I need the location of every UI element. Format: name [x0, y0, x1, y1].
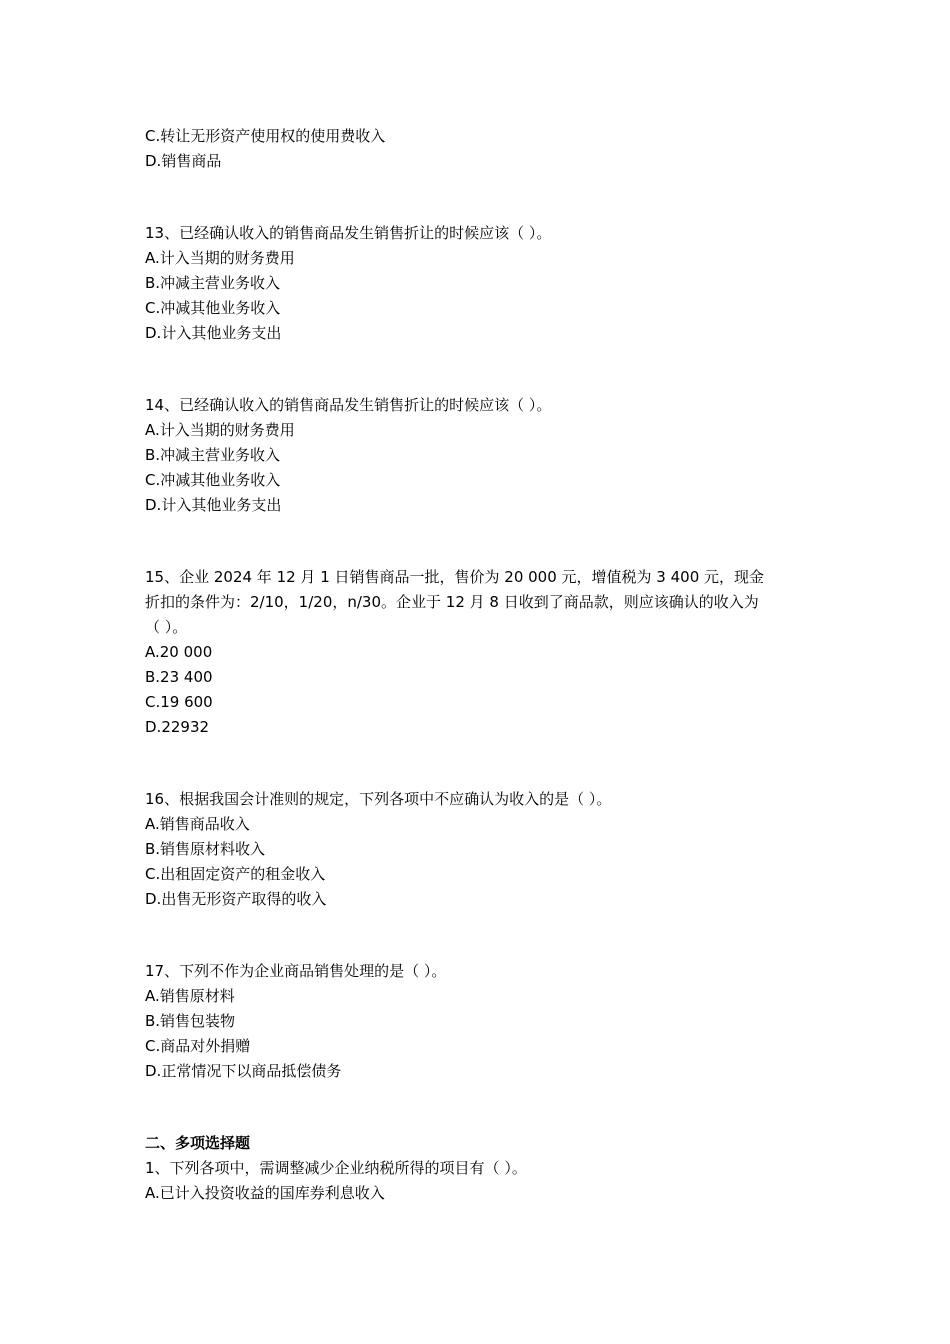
question-stem: 13、已经确认收入的销售商品发生销售折让的时候应该（ ）。 — [145, 224, 552, 242]
option-c: C.冲减其他业务收入 — [145, 299, 281, 317]
option-d: D.出售无形资产取得的收入 — [145, 890, 327, 908]
option-b: B.23 400 — [145, 668, 213, 686]
option-a: A.20 000 — [145, 643, 213, 661]
option-b: B.销售原材料收入 — [145, 840, 266, 858]
question-stem-line: （ ）。 — [145, 618, 188, 636]
section-title: 二、多项选择题 — [145, 1134, 251, 1152]
option-c: C.19 600 — [145, 693, 213, 711]
question-17 — [145, 959, 810, 1084]
option-a: A.销售商品收入 — [145, 815, 250, 833]
option-b: B.销售包装物 — [145, 1012, 236, 1030]
option-a: A.已计入投资收益的国库券利息收入 — [145, 1184, 385, 1202]
question-stem: 1、下列各项中，需调整减少企业纳税所得的项目有（ ）。 — [145, 1159, 527, 1177]
question-stem: 14、已经确认收入的销售商品发生销售折让的时候应该（ ）。 — [145, 396, 552, 414]
question-13 — [145, 221, 810, 346]
question-stem-line: 15、企业 2024 年 12 月 1 日销售商品一批，售价为 20 000 元，增值税为 3 400 元，现金 — [145, 568, 765, 586]
option-d: D.计入其他业务支出 — [145, 496, 282, 514]
option-d: D.销售商品 — [145, 152, 222, 170]
option-d: D.正常情况下以商品抵偿债务 — [145, 1062, 342, 1080]
section-multiple-choice — [145, 1131, 810, 1206]
option-b: B.冲减主营业务收入 — [145, 274, 281, 292]
option-a: A.销售原材料 — [145, 987, 235, 1005]
option-d: D.计入其他业务支出 — [145, 324, 282, 342]
question-stem-line: 折扣的条件为：2/10，1/20，n/30。企业于 12 月 8 日收到了商品款，则应该确认的收入为 — [145, 593, 759, 611]
option-d: D.22932 — [145, 718, 210, 736]
question-16 — [145, 787, 810, 912]
option-c: C.冲减其他业务收入 — [145, 471, 281, 489]
option-a: A.计入当期的财务费用 — [145, 421, 295, 439]
document-page — [145, 124, 810, 1206]
option-c: C.转让无形资产使用权的使用费收入 — [145, 127, 386, 145]
question-stem: 16、根据我国会计准则的规定，下列各项中不应确认为收入的是（ ）。 — [145, 790, 612, 808]
option-a: A.计入当期的财务费用 — [145, 249, 295, 267]
question-stem: 17、下列不作为企业商品销售处理的是（ ）。 — [145, 962, 447, 980]
question-14 — [145, 393, 810, 518]
option-c: C.商品对外捐赠 — [145, 1037, 251, 1055]
option-c: C.出租固定资产的租金收入 — [145, 865, 326, 883]
option-b: B.冲减主营业务收入 — [145, 446, 281, 464]
question-15 — [145, 565, 810, 740]
